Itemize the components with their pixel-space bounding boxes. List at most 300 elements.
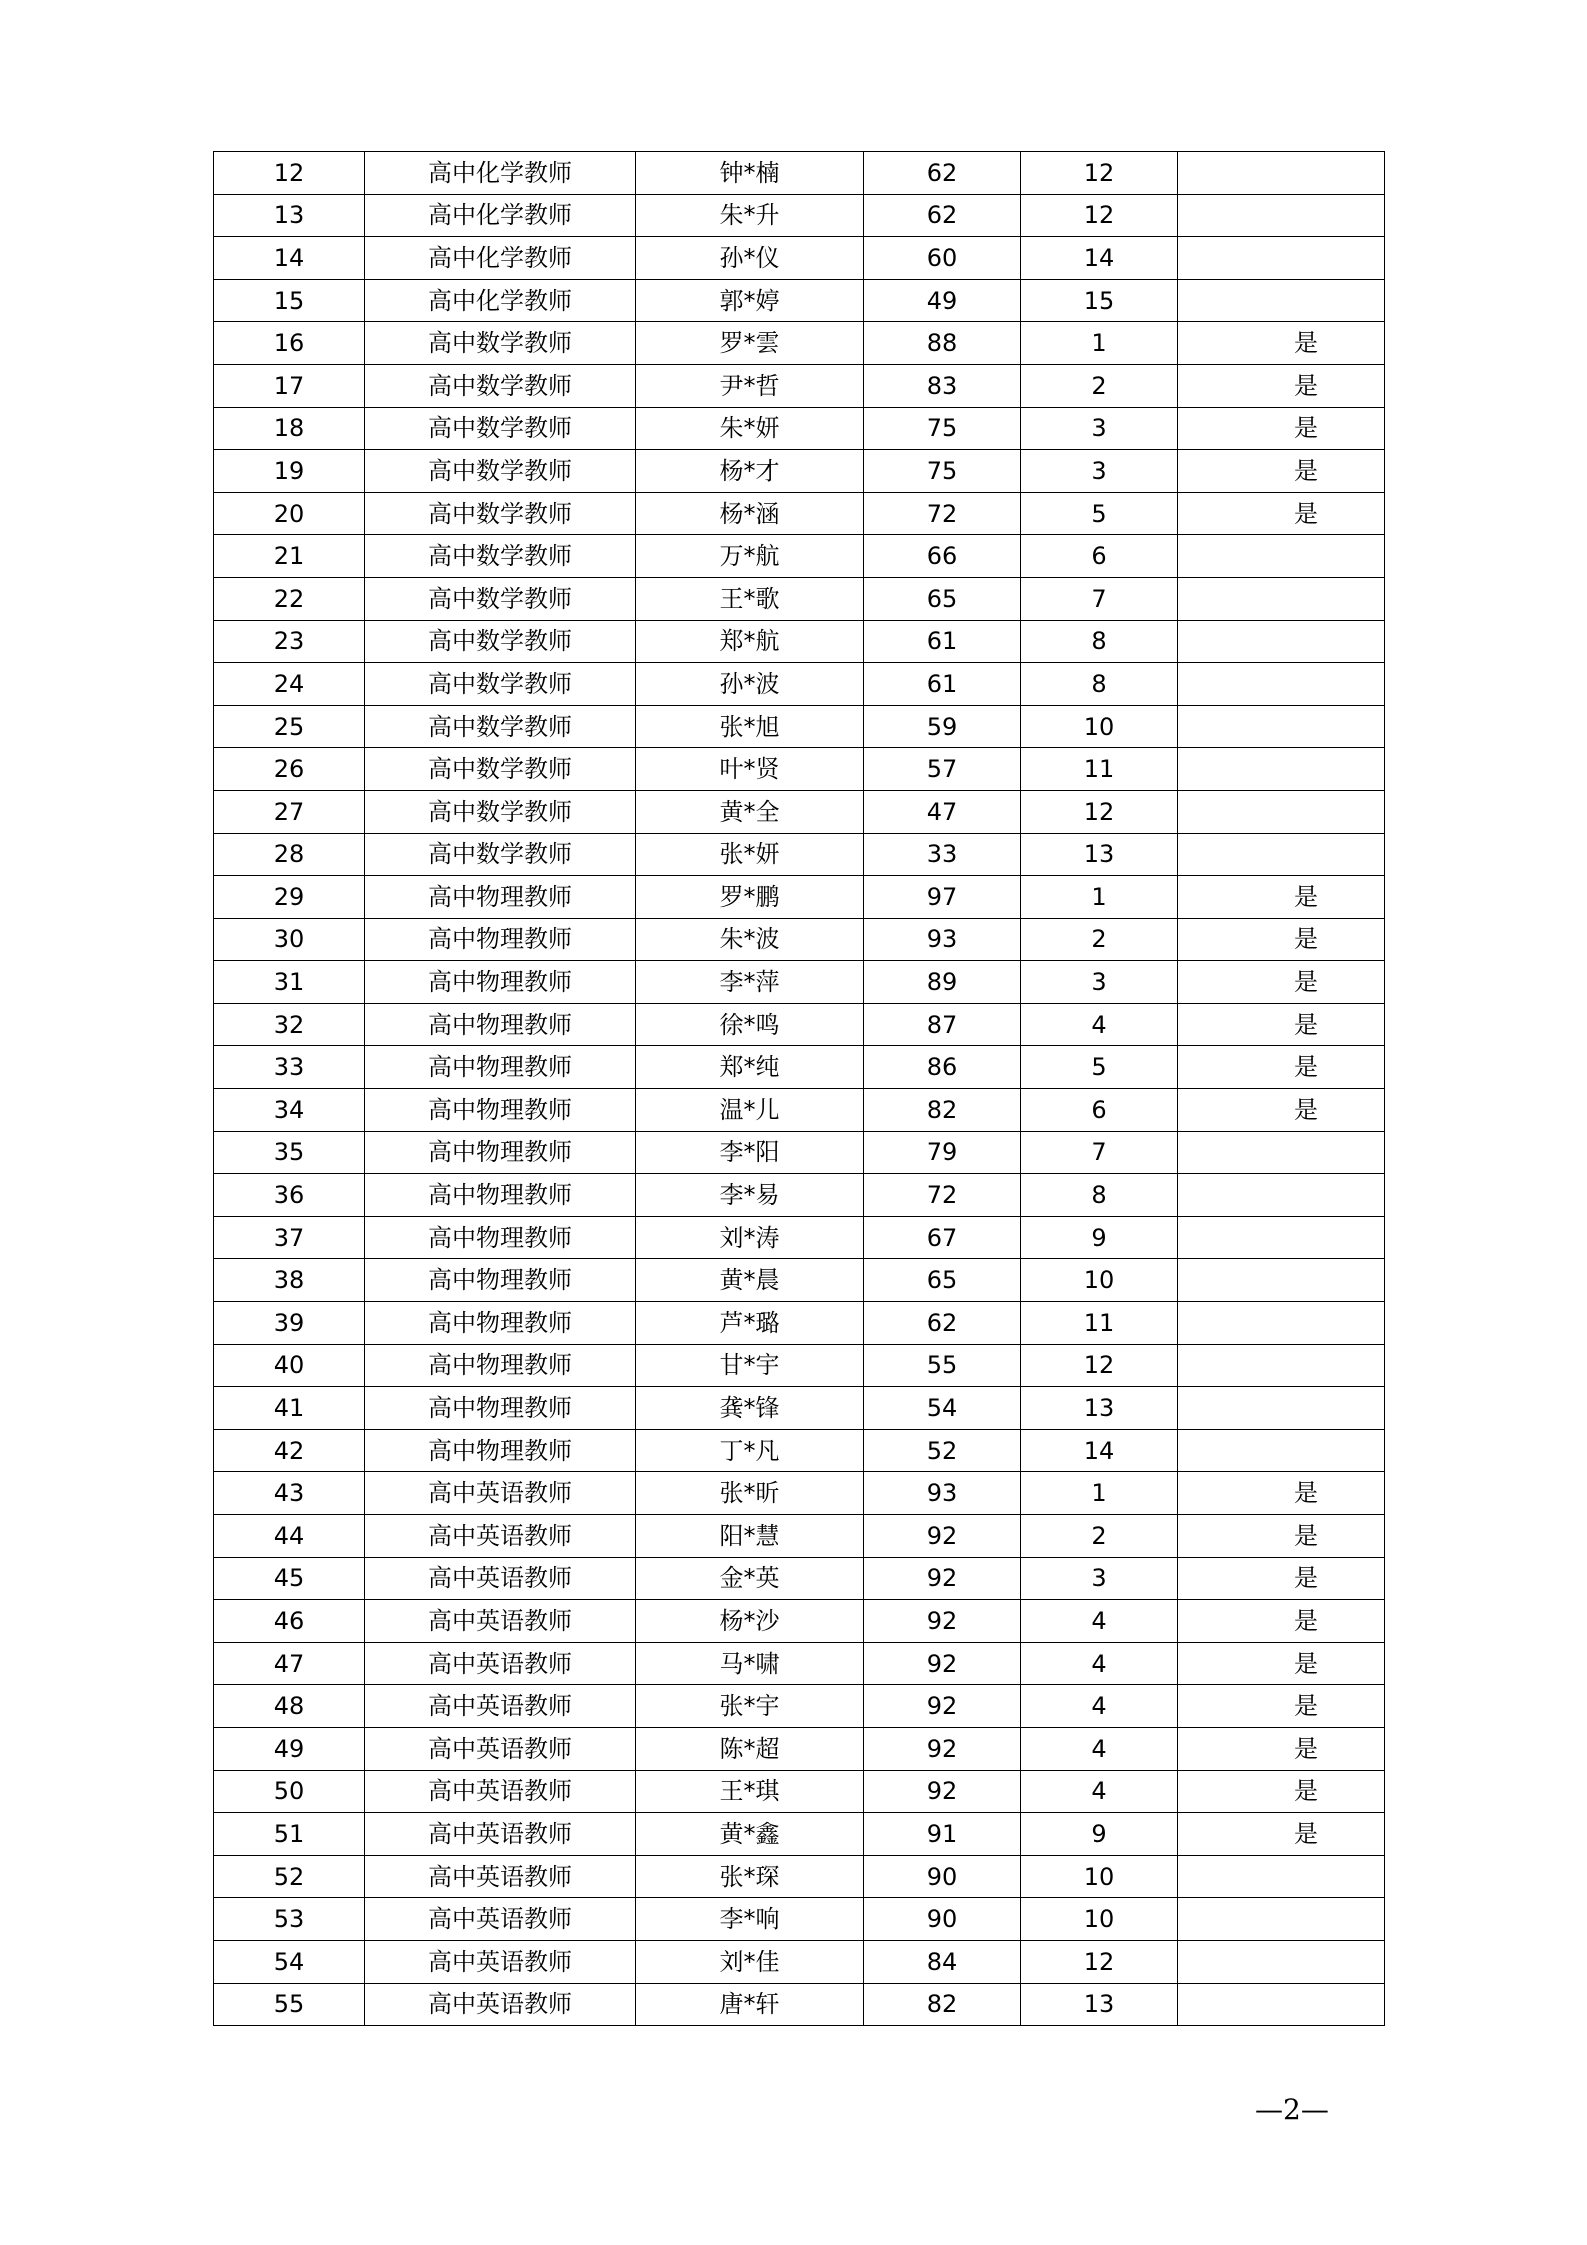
position-cell: 高中数学教师 [365,790,636,833]
position-cell: 高中数学教师 [365,577,636,620]
results-table [213,151,1385,2026]
position-cell: 高中物理教师 [365,1429,636,1472]
score-cell: 47 [864,790,1021,833]
candidate-name-cell: 钟*楠 [636,152,864,195]
position-cell: 高中物理教师 [365,961,636,1004]
position-cell: 高中英语教师 [365,1515,636,1558]
score-cell: 75 [864,450,1021,493]
row-number-cell: 42 [214,1429,365,1472]
table-row [214,663,1385,706]
row-number-cell: 53 [214,1898,365,1941]
shortlisted-cell [1178,194,1385,237]
shortlisted-cell [1178,237,1385,280]
position-cell: 高中英语教师 [365,1642,636,1685]
score-cell: 79 [864,1131,1021,1174]
row-number-cell: 52 [214,1855,365,1898]
row-number-cell: 41 [214,1387,365,1430]
row-number-cell: 40 [214,1344,365,1387]
score-cell: 83 [864,364,1021,407]
table-row [214,1642,1385,1685]
candidate-name-cell: 李*阳 [636,1131,864,1174]
row-number-cell: 55 [214,1983,365,2026]
row-number-cell: 30 [214,918,365,961]
candidate-name-cell: 张*妍 [636,833,864,876]
rank-cell: 12 [1021,152,1178,195]
position-cell: 高中数学教师 [365,833,636,876]
candidate-name-cell: 朱*升 [636,194,864,237]
candidate-name-cell: 唐*轩 [636,1983,864,2026]
candidate-name-cell: 马*啸 [636,1642,864,1685]
score-cell: 72 [864,492,1021,535]
table-row [214,322,1385,365]
row-number-cell: 37 [214,1216,365,1259]
score-cell: 91 [864,1813,1021,1856]
score-cell: 61 [864,620,1021,663]
position-cell: 高中物理教师 [365,1216,636,1259]
score-cell: 62 [864,194,1021,237]
rank-cell: 5 [1021,1046,1178,1089]
candidate-name-cell: 李*萍 [636,961,864,1004]
rank-cell: 2 [1021,1515,1178,1558]
score-cell: 92 [864,1642,1021,1685]
table-row [214,1557,1385,1600]
rank-cell: 8 [1021,620,1178,663]
rank-cell: 9 [1021,1813,1178,1856]
score-cell: 92 [864,1685,1021,1728]
table-row [214,1685,1385,1728]
score-cell: 60 [864,237,1021,280]
rank-cell: 12 [1021,194,1178,237]
rank-cell: 3 [1021,407,1178,450]
shortlisted-cell [1178,152,1385,195]
row-number-cell: 19 [214,450,365,493]
candidate-name-cell: 丁*凡 [636,1429,864,1472]
table-row [214,1429,1385,1472]
table-row [214,1259,1385,1302]
shortlisted-cell [1178,1131,1385,1174]
shortlisted-cell: 是 [1178,1685,1385,1728]
position-cell: 高中物理教师 [365,1046,636,1089]
row-number-cell: 14 [214,237,365,280]
shortlisted-cell [1178,1302,1385,1345]
score-cell: 49 [864,279,1021,322]
table-row [214,1940,1385,1983]
row-number-cell: 39 [214,1302,365,1345]
rank-cell: 15 [1021,279,1178,322]
score-cell: 65 [864,577,1021,620]
row-number-cell: 49 [214,1727,365,1770]
position-cell: 高中数学教师 [365,620,636,663]
position-cell: 高中物理教师 [365,1302,636,1345]
rank-cell: 2 [1021,364,1178,407]
score-cell: 93 [864,918,1021,961]
shortlisted-cell [1178,748,1385,791]
shortlisted-cell [1178,279,1385,322]
row-number-cell: 36 [214,1174,365,1217]
table-row [214,833,1385,876]
shortlisted-cell: 是 [1178,1770,1385,1813]
row-number-cell: 23 [214,620,365,663]
shortlisted-cell [1178,1940,1385,1983]
rank-cell: 4 [1021,1727,1178,1770]
shortlisted-cell: 是 [1178,1515,1385,1558]
score-cell: 55 [864,1344,1021,1387]
table-row [214,961,1385,1004]
position-cell: 高中化学教师 [365,194,636,237]
row-number-cell: 13 [214,194,365,237]
candidate-name-cell: 陈*超 [636,1727,864,1770]
rank-cell: 8 [1021,1174,1178,1217]
score-cell: 90 [864,1898,1021,1941]
candidate-name-cell: 金*英 [636,1557,864,1600]
candidate-name-cell: 徐*鸣 [636,1003,864,1046]
table-row [214,620,1385,663]
position-cell: 高中英语教师 [365,1472,636,1515]
table-row [214,1515,1385,1558]
position-cell: 高中数学教师 [365,535,636,578]
shortlisted-cell [1178,577,1385,620]
position-cell: 高中英语教师 [365,1898,636,1941]
row-number-cell: 32 [214,1003,365,1046]
score-cell: 61 [864,663,1021,706]
score-cell: 92 [864,1557,1021,1600]
candidate-name-cell: 甘*宇 [636,1344,864,1387]
table-row [214,1898,1385,1941]
rank-cell: 9 [1021,1216,1178,1259]
score-cell: 92 [864,1770,1021,1813]
rank-cell: 12 [1021,1344,1178,1387]
shortlisted-cell: 是 [1178,1472,1385,1515]
position-cell: 高中物理教师 [365,1089,636,1132]
rank-cell: 14 [1021,237,1178,280]
candidate-name-cell: 孙*波 [636,663,864,706]
candidate-name-cell: 黄*全 [636,790,864,833]
shortlisted-cell: 是 [1178,1642,1385,1685]
shortlisted-cell [1178,1259,1385,1302]
position-cell: 高中化学教师 [365,237,636,280]
row-number-cell: 34 [214,1089,365,1132]
score-cell: 92 [864,1600,1021,1643]
row-number-cell: 46 [214,1600,365,1643]
candidate-name-cell: 温*儿 [636,1089,864,1132]
shortlisted-cell: 是 [1178,407,1385,450]
shortlisted-cell: 是 [1178,1727,1385,1770]
position-cell: 高中英语教师 [365,1813,636,1856]
row-number-cell: 16 [214,322,365,365]
rank-cell: 1 [1021,1472,1178,1515]
shortlisted-cell: 是 [1178,1089,1385,1132]
shortlisted-cell [1178,1387,1385,1430]
shortlisted-cell: 是 [1178,961,1385,1004]
table-row [214,1302,1385,1345]
candidate-name-cell: 刘*佳 [636,1940,864,1983]
table-row [214,1046,1385,1089]
position-cell: 高中英语教师 [365,1940,636,1983]
candidate-name-cell: 尹*哲 [636,364,864,407]
position-cell: 高中物理教师 [365,876,636,919]
candidate-name-cell: 朱*波 [636,918,864,961]
table-row [214,1983,1385,2026]
score-cell: 92 [864,1727,1021,1770]
row-number-cell: 24 [214,663,365,706]
row-number-cell: 35 [214,1131,365,1174]
rank-cell: 10 [1021,1855,1178,1898]
position-cell: 高中物理教师 [365,1259,636,1302]
table-row [214,1089,1385,1132]
candidate-name-cell: 刘*涛 [636,1216,864,1259]
score-cell: 65 [864,1259,1021,1302]
candidate-name-cell: 万*航 [636,535,864,578]
rank-cell: 8 [1021,663,1178,706]
score-cell: 67 [864,1216,1021,1259]
score-cell: 72 [864,1174,1021,1217]
table-row [214,279,1385,322]
rank-cell: 11 [1021,748,1178,791]
table-row [214,1003,1385,1046]
rank-cell: 13 [1021,833,1178,876]
table-row [214,1216,1385,1259]
table-row [214,1770,1385,1813]
shortlisted-cell: 是 [1178,1557,1385,1600]
row-number-cell: 43 [214,1472,365,1515]
score-cell: 87 [864,1003,1021,1046]
score-cell: 92 [864,1515,1021,1558]
rank-cell: 14 [1021,1429,1178,1472]
score-cell: 57 [864,748,1021,791]
rank-cell: 11 [1021,1302,1178,1345]
rank-cell: 2 [1021,918,1178,961]
table-row [214,1727,1385,1770]
position-cell: 高中物理教师 [365,1387,636,1430]
row-number-cell: 29 [214,876,365,919]
position-cell: 高中化学教师 [365,152,636,195]
score-cell: 54 [864,1387,1021,1430]
rank-cell: 6 [1021,1089,1178,1132]
score-cell: 90 [864,1855,1021,1898]
table-row [214,1344,1385,1387]
rank-cell: 4 [1021,1770,1178,1813]
candidate-name-cell: 郑*纯 [636,1046,864,1089]
shortlisted-cell: 是 [1178,918,1385,961]
table-row [214,1855,1385,1898]
candidate-name-cell: 阳*慧 [636,1515,864,1558]
score-cell: 33 [864,833,1021,876]
candidate-name-cell: 孙*仪 [636,237,864,280]
score-cell: 52 [864,1429,1021,1472]
table-row [214,450,1385,493]
table-row [214,1174,1385,1217]
candidate-name-cell: 李*易 [636,1174,864,1217]
row-number-cell: 26 [214,748,365,791]
table-row [214,1472,1385,1515]
position-cell: 高中英语教师 [365,1685,636,1728]
rank-cell: 7 [1021,577,1178,620]
shortlisted-cell: 是 [1178,1600,1385,1643]
rank-cell: 1 [1021,322,1178,365]
rank-cell: 4 [1021,1642,1178,1685]
shortlisted-cell [1178,1983,1385,2026]
shortlisted-cell: 是 [1178,876,1385,919]
position-cell: 高中数学教师 [365,748,636,791]
candidate-name-cell: 叶*贤 [636,748,864,791]
candidate-name-cell: 杨*沙 [636,1600,864,1643]
position-cell: 高中数学教师 [365,705,636,748]
candidate-name-cell: 郑*航 [636,620,864,663]
candidate-name-cell: 杨*涵 [636,492,864,535]
candidate-name-cell: 郭*婷 [636,279,864,322]
shortlisted-cell [1178,1429,1385,1472]
score-cell: 88 [864,322,1021,365]
table-row [214,1131,1385,1174]
table-row [214,407,1385,450]
table-row [214,876,1385,919]
row-number-cell: 27 [214,790,365,833]
candidate-name-cell: 王*歌 [636,577,864,620]
position-cell: 高中物理教师 [365,1344,636,1387]
shortlisted-cell [1178,705,1385,748]
row-number-cell: 38 [214,1259,365,1302]
row-number-cell: 25 [214,705,365,748]
position-cell: 高中数学教师 [365,407,636,450]
position-cell: 高中数学教师 [365,663,636,706]
position-cell: 高中数学教师 [365,322,636,365]
row-number-cell: 54 [214,1940,365,1983]
row-number-cell: 47 [214,1642,365,1685]
rank-cell: 6 [1021,535,1178,578]
table-row [214,1387,1385,1430]
row-number-cell: 18 [214,407,365,450]
candidate-name-cell: 张*昕 [636,1472,864,1515]
candidate-name-cell: 张*琛 [636,1855,864,1898]
rank-cell: 1 [1021,876,1178,919]
row-number-cell: 45 [214,1557,365,1600]
position-cell: 高中物理教师 [365,1174,636,1217]
row-number-cell: 17 [214,364,365,407]
row-number-cell: 44 [214,1515,365,1558]
position-cell: 高中物理教师 [365,918,636,961]
score-cell: 59 [864,705,1021,748]
rank-cell: 10 [1021,1898,1178,1941]
shortlisted-cell [1178,833,1385,876]
candidate-name-cell: 黄*鑫 [636,1813,864,1856]
position-cell: 高中英语教师 [365,1855,636,1898]
position-cell: 高中物理教师 [365,1003,636,1046]
candidate-name-cell: 王*琪 [636,1770,864,1813]
candidate-name-cell: 朱*妍 [636,407,864,450]
shortlisted-cell [1178,663,1385,706]
score-cell: 82 [864,1089,1021,1132]
row-number-cell: 22 [214,577,365,620]
score-cell: 66 [864,535,1021,578]
shortlisted-cell: 是 [1178,1003,1385,1046]
shortlisted-cell [1178,1855,1385,1898]
row-number-cell: 48 [214,1685,365,1728]
row-number-cell: 51 [214,1813,365,1856]
position-cell: 高中英语教师 [365,1600,636,1643]
rank-cell: 10 [1021,705,1178,748]
row-number-cell: 28 [214,833,365,876]
results-table-body [214,152,1385,2026]
shortlisted-cell [1178,790,1385,833]
row-number-cell: 21 [214,535,365,578]
rank-cell: 3 [1021,961,1178,1004]
shortlisted-cell [1178,620,1385,663]
shortlisted-cell: 是 [1178,1813,1385,1856]
candidate-name-cell: 李*响 [636,1898,864,1941]
position-cell: 高中英语教师 [365,1770,636,1813]
page-number: —2— [1255,2093,1329,2126]
position-cell: 高中英语教师 [365,1983,636,2026]
rank-cell: 3 [1021,1557,1178,1600]
rank-cell: 13 [1021,1387,1178,1430]
candidate-name-cell: 张*宇 [636,1685,864,1728]
rank-cell: 12 [1021,1940,1178,1983]
shortlisted-cell [1178,1174,1385,1217]
table-row [214,790,1385,833]
score-cell: 97 [864,876,1021,919]
rank-cell: 10 [1021,1259,1178,1302]
row-number-cell: 31 [214,961,365,1004]
position-cell: 高中化学教师 [365,279,636,322]
shortlisted-cell [1178,1344,1385,1387]
rank-cell: 4 [1021,1003,1178,1046]
score-cell: 82 [864,1983,1021,2026]
table-row [214,364,1385,407]
table-row [214,1600,1385,1643]
row-number-cell: 50 [214,1770,365,1813]
rank-cell: 5 [1021,492,1178,535]
table-row [214,492,1385,535]
position-cell: 高中物理教师 [365,1131,636,1174]
candidate-name-cell: 芦*璐 [636,1302,864,1345]
row-number-cell: 33 [214,1046,365,1089]
score-cell: 84 [864,1940,1021,1983]
position-cell: 高中数学教师 [365,450,636,493]
table-row [214,577,1385,620]
rank-cell: 12 [1021,790,1178,833]
shortlisted-cell [1178,1216,1385,1259]
candidate-name-cell: 龚*锋 [636,1387,864,1430]
position-cell: 高中英语教师 [365,1557,636,1600]
score-cell: 86 [864,1046,1021,1089]
candidate-name-cell: 黄*晨 [636,1259,864,1302]
candidate-name-cell: 罗*鹏 [636,876,864,919]
score-cell: 62 [864,1302,1021,1345]
table-row [214,237,1385,280]
candidate-name-cell: 杨*才 [636,450,864,493]
score-cell: 93 [864,1472,1021,1515]
table-row [214,152,1385,195]
position-cell: 高中数学教师 [365,364,636,407]
shortlisted-cell: 是 [1178,450,1385,493]
table-row [214,1813,1385,1856]
row-number-cell: 15 [214,279,365,322]
shortlisted-cell: 是 [1178,364,1385,407]
table-row [214,194,1385,237]
table-row [214,918,1385,961]
shortlisted-cell: 是 [1178,322,1385,365]
candidate-name-cell: 罗*雲 [636,322,864,365]
score-cell: 62 [864,152,1021,195]
shortlisted-cell: 是 [1178,1046,1385,1089]
rank-cell: 7 [1021,1131,1178,1174]
rank-cell: 4 [1021,1685,1178,1728]
score-cell: 75 [864,407,1021,450]
row-number-cell: 20 [214,492,365,535]
shortlisted-cell [1178,1898,1385,1941]
shortlisted-cell: 是 [1178,492,1385,535]
table-row [214,705,1385,748]
